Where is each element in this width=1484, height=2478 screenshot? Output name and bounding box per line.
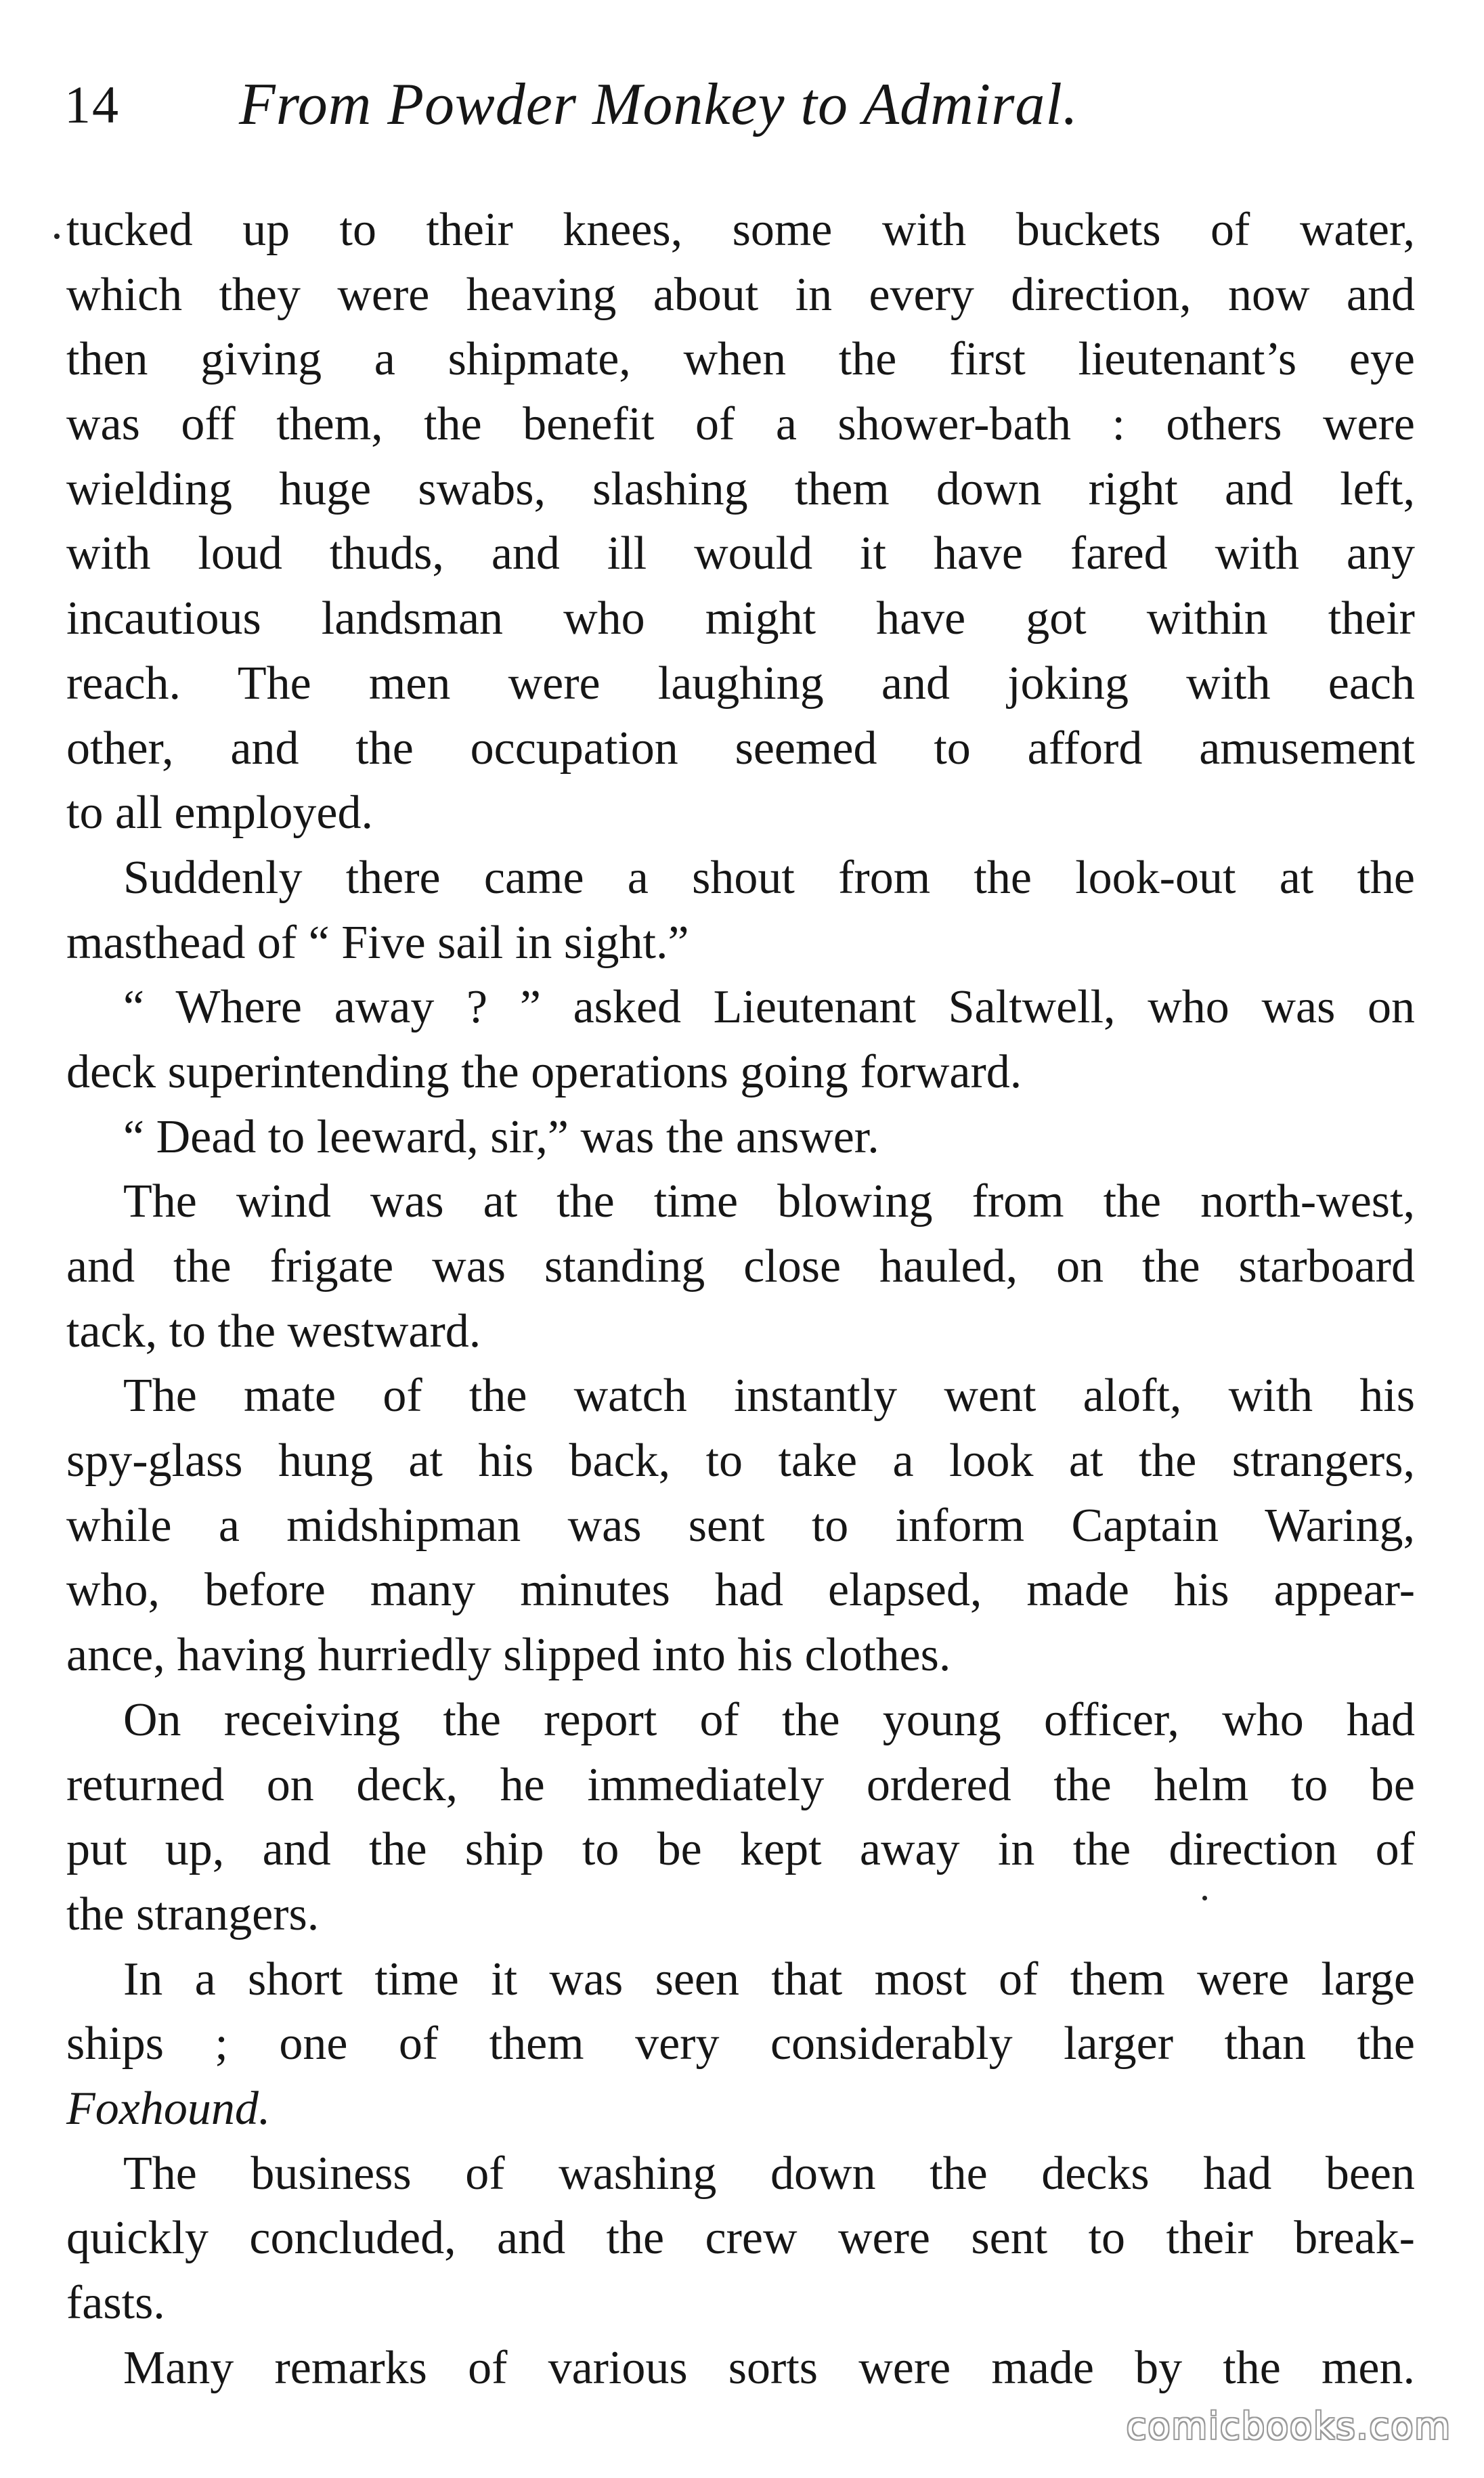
text-line: The mate of the watch instantly went aloft, with his (123, 1370, 1415, 1422)
text-line: The wind was at the time blowing from the north-west, (123, 1175, 1415, 1228)
text-line: other, and the occupation seemed to afford amusement (66, 722, 1415, 775)
text-line: with loud thuds, and ill would it have fared with any (66, 527, 1415, 580)
running-head (64, 64, 1418, 146)
body-text (66, 198, 1415, 2400)
text-line: tucked up to their knees, some with buckets of water, (66, 204, 1415, 256)
text-line: put up, and the ship to be kept away in the direction of (66, 1823, 1415, 1876)
text-line: ships ; one of them very considerably larger than the (66, 2018, 1415, 2070)
text-line: was off them, the benefit of a shower-bath : others were (66, 398, 1415, 451)
text-line: and the frigate was standing close hauled, on the starboard (66, 1240, 1415, 1292)
text-line: Foxhound. (66, 2082, 271, 2135)
page-number: 14 (64, 75, 120, 134)
text-line: The business of washing down the decks had been (123, 2147, 1415, 2200)
text-line: Many remarks of various sorts were made by the men. (123, 2341, 1415, 2394)
text-line: to all employed. (66, 787, 373, 840)
text-line: tack, to the westward. (66, 1305, 481, 1357)
text-line: fasts. (66, 2277, 165, 2329)
text-line: Suddenly there came a shout from the look-out at the (123, 851, 1415, 904)
text-line: while a midshipman was sent to inform Captain Waring, (66, 1499, 1415, 1552)
text-line: masthead of “ Five sail in sight.” (66, 916, 689, 969)
text-line: reach. The men were laughing and joking with each (66, 657, 1415, 710)
text-line: who, before many minutes had elapsed, made his appear- (66, 1564, 1415, 1617)
text-line: In a short time it was seen that most of them were large (123, 1953, 1415, 2005)
text-line: incautious landsman who might have got within their (66, 592, 1415, 645)
stray-ink-mark (54, 234, 60, 239)
text-line: then giving a shipmate, when the first lieutenant’s eye (66, 333, 1415, 386)
stray-ink-mark (1202, 1896, 1207, 1900)
text-line: “ Dead to leeward, sir,” was the answer. (123, 1110, 879, 1163)
text-line: spy-glass hung at his back, to take a look at the strangers, (66, 1435, 1415, 1487)
text-line: returned on deck, he immediately ordered the helm to be (66, 1758, 1415, 1811)
text-line: On receiving the report of the young officer, who had (123, 1693, 1415, 1746)
text-line: which they were heaving about in every direction, now and (66, 268, 1415, 321)
text-line: wielding huge swabs, slashing them down right and left, (66, 462, 1415, 515)
watermark: comicbooks.com (1126, 2405, 1452, 2448)
text-line: the strangers. (66, 1888, 320, 1940)
text-line: “ Where away ? ” asked Lieutenant Saltwell, who was on (123, 981, 1415, 1034)
text-line: deck superintending the operations going forward. (66, 1045, 1022, 1098)
book-title: From Powder Monkey to Admiral. (239, 72, 1078, 137)
text-line: quickly concluded, and the crew were sent to their break- (66, 2212, 1415, 2265)
text-line: ance, having hurriedly slipped into his clothes. (66, 1629, 951, 1682)
